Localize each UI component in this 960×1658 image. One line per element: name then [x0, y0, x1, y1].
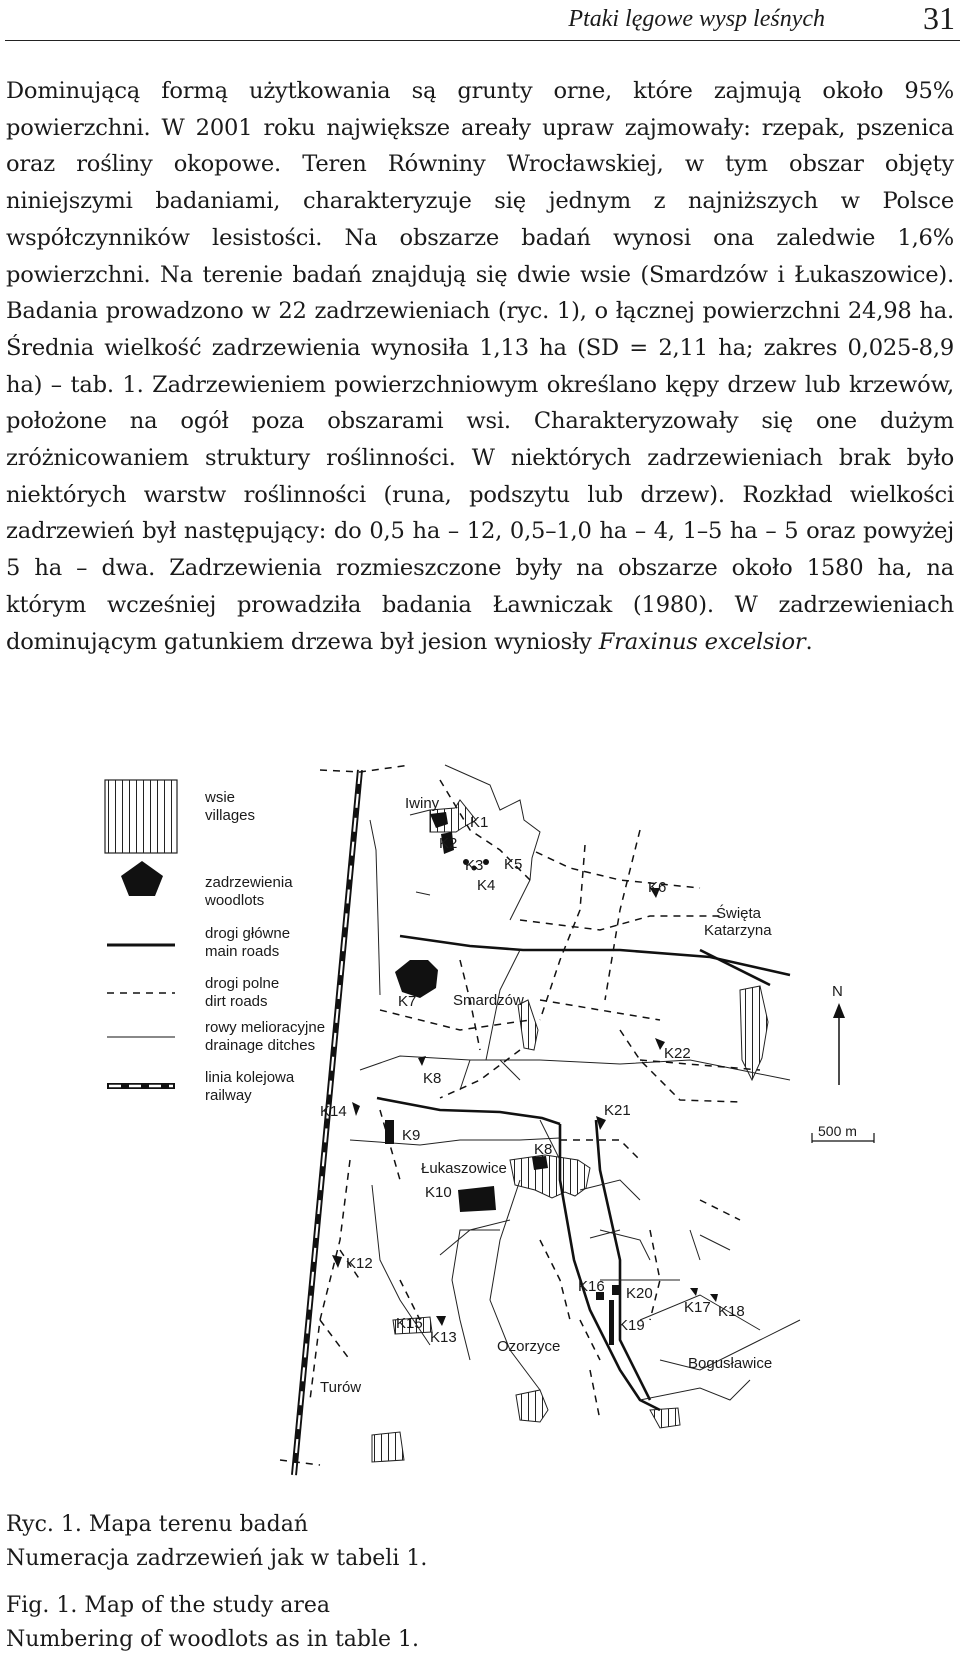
body-paragraph	[6, 73, 954, 660]
woodlot-labels	[320, 814, 745, 1346]
label-k10: K10	[425, 1184, 452, 1201]
label-k8b: K8	[534, 1141, 553, 1158]
label-k17: K17	[684, 1299, 711, 1316]
legend-ditches-pl: rowy melioracyjne	[205, 1019, 326, 1036]
paragraph-end: .	[805, 628, 813, 655]
label-k20: K20	[626, 1285, 653, 1302]
label-k3: K3	[465, 857, 484, 874]
label-ozorzyce: Ozorzyce	[497, 1338, 561, 1355]
legend-railway-pl: linia kolejowa	[205, 1069, 295, 1086]
legend-dirt-roads-pl: drogi polne	[205, 975, 280, 992]
label-k2: K2	[439, 835, 458, 852]
paragraph-main-text: Dominującą formą użytkowania są grunty orne, które zajmują około 95% powierzchni. W 2001 roku największe areały upraw zajmowały: rzepak, pszenica oraz rośliny okopowe. Teren Równiny Wrocławskiej, w tym obszar objęty niniejszymi badaniami, charakteryzuje się jednym z najniższych w Polsce współczynników lesistości. Na obszarze badań wynosi ona zaledwie 1,6% powierzchni. Na terenie badań znajdują się dwie wsie (Smardzów i Łukaszowice). Badania prowadzono w 22 zadrzewieniach (ryc. 1), o łącznej powierzchni 24,98 ha. Średnia wielkość zadrzewienia wynosiła 1,13 ha (SD = 2,11 ha; zakres 0,025-8,9 ha) – tab. 1. Zadrzewieniem powierzchniowym określano kępy drzew lub krzewów, położone na ogół poza obszarami wsi. Charakteryzowały się one dużym zróżnicowaniem struktury roślinności. W niektórych zadrzewieniach brak było niektórych warstw roślinności (runa, podszytu lub drzew). Rozkład wielkości zadrzewień był następujący: do 0,5 ha – 12, 0,5–1,0 ha – 4, 1–5 ha – 5 oraz powyżej 5 ha – dwa. Zadrzewienia rozmieszczone były na obszarze około 1580 ha, na którym wcześniej prowadziła badania Ławniczak (1980). W zadrzewieniach dominującym gatunkiem drzewa był jesion wyniosły	[6, 78, 954, 655]
woodlot-k19	[609, 1300, 614, 1345]
caption-en-sub: Numbering of woodlots as in table 1.	[6, 1627, 420, 1652]
north-label: N	[832, 983, 843, 1000]
caption-en-title: Fig. 1. Map of the study area	[6, 1593, 331, 1618]
label-k5: K5	[504, 856, 523, 873]
scale-bar	[812, 1123, 874, 1143]
label-k8a: K8	[423, 1070, 442, 1087]
woodlot-k18	[710, 1294, 718, 1302]
label-turow: Turów	[320, 1379, 362, 1396]
label-smardzow: Smardzów	[453, 992, 524, 1009]
village-swieta-katarzyna	[740, 986, 768, 1080]
label-k21: K21	[604, 1102, 631, 1119]
woodlot-k5	[483, 859, 489, 865]
village-turow	[372, 1432, 404, 1462]
label-katarzyna: Katarzyna	[704, 922, 772, 939]
woodlot-k13	[436, 1316, 446, 1326]
woodlot-k8b	[532, 1156, 548, 1170]
legend-villages-en: villages	[205, 807, 256, 824]
label-k13: K13	[430, 1329, 457, 1346]
figure-caption-en	[6, 1589, 419, 1657]
woodlot-k10	[458, 1186, 496, 1212]
legend-woodlots-en: woodlots	[205, 892, 265, 909]
figure-caption-pl	[6, 1508, 427, 1576]
running-header	[5, 0, 960, 41]
woodlot-k14	[352, 1102, 360, 1116]
caption-pl-title: Ryc. 1. Mapa terenu badań	[6, 1512, 309, 1537]
legend-main-roads-pl: drogi główne	[205, 925, 291, 942]
village-ozorzyce	[516, 1390, 548, 1422]
north-arrow	[832, 983, 845, 1085]
legend-main-roads-en: main roads	[205, 943, 280, 960]
caption-pl-sub: Numeracja zadrzewień jak w tabeli 1.	[6, 1546, 428, 1571]
scale-label: 500 m	[818, 1123, 857, 1139]
label-k4: K4	[477, 877, 496, 894]
legend-woodlots-pl: zadrzewienia	[205, 874, 293, 891]
page-number: 31	[923, 0, 955, 36]
label-boguslawice: Bogusławice	[688, 1355, 773, 1372]
label-k22: K22	[664, 1045, 691, 1062]
label-k15: K15	[396, 1315, 423, 1332]
woodlot-k17	[690, 1288, 698, 1296]
label-k19: K19	[618, 1317, 645, 1334]
legend-woodlot-swatch	[121, 861, 163, 896]
village-boguslawice	[650, 1408, 680, 1428]
study-area-map	[0, 760, 960, 1480]
legend-railway-en: railway	[205, 1087, 252, 1104]
label-iwiny: Iwiny	[405, 795, 440, 812]
legend-villages-swatch	[105, 780, 177, 853]
legend-villages-pl: wsie	[205, 789, 236, 806]
label-k16: K16	[578, 1278, 605, 1295]
species-name: Fraxinus excelsior	[598, 628, 806, 655]
railway-line	[294, 770, 360, 1475]
woodlot-k20	[612, 1285, 620, 1295]
label-k12: K12	[346, 1255, 373, 1272]
label-k1: K1	[470, 814, 489, 831]
label-k18: K18	[718, 1303, 745, 1320]
label-swieta: Święta	[716, 905, 762, 922]
label-k7: K7	[398, 993, 417, 1010]
village-lukaszowice	[510, 1155, 590, 1198]
woodlot-k9	[385, 1120, 394, 1144]
legend-dirt-roads-en: dirt roads	[205, 993, 268, 1010]
map-legend	[105, 780, 325, 1104]
running-title: Ptaki lęgowe wysp leśnych	[568, 6, 825, 32]
label-k6: K6	[648, 879, 667, 896]
legend-ditches-en: drainage ditches	[205, 1037, 316, 1054]
label-lukaszowice: Łukaszowice	[421, 1160, 507, 1177]
label-k9: K9	[402, 1127, 421, 1144]
label-k14: K14	[320, 1103, 347, 1120]
